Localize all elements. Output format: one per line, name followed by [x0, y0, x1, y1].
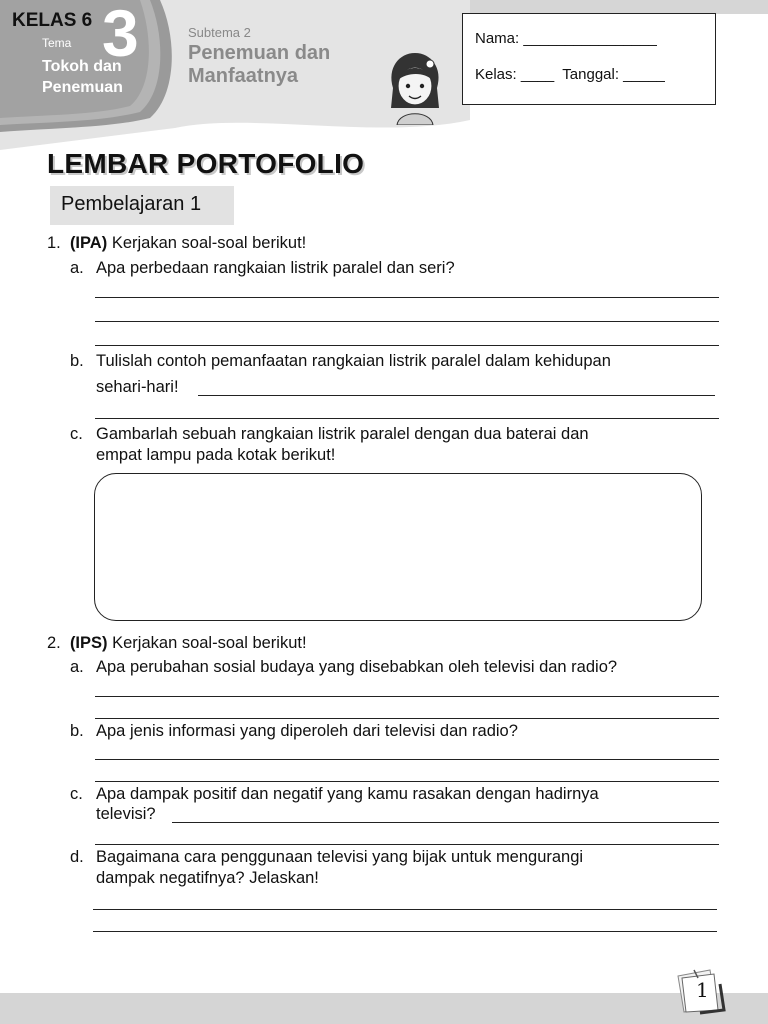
drawing-box[interactable] [94, 473, 702, 621]
page-title: LEMBAR PORTOFOLIO [47, 148, 365, 179]
theme-title: Tokoh dan Penemuan [42, 58, 123, 96]
answer-line[interactable] [95, 781, 719, 782]
answer-line[interactable] [172, 822, 719, 823]
question-1c-letter: c. [70, 425, 83, 443]
question-2a-letter: a. [70, 658, 84, 676]
lesson-label: Pembelajaran 1 [50, 186, 234, 225]
answer-line[interactable] [95, 297, 719, 298]
section-1-heading [47, 234, 306, 253]
footer-bar [0, 993, 768, 1024]
question-1c [70, 425, 589, 444]
answer-line[interactable] [95, 696, 719, 697]
answer-line[interactable] [95, 345, 719, 346]
question-1a-text: Apa perbedaan rangkaian listrik paralel dan seri? [96, 259, 455, 277]
page-number: 1 [696, 978, 709, 1002]
theme-number: 3 [102, 0, 139, 70]
girl-icon [385, 50, 445, 125]
question-1c-text-1: Gambarlah sebuah rangkaian listrik paralel dengan dua baterai dan [96, 425, 589, 443]
question-2d-text-1: Bagaimana cara penggunaan televisi yang bijak untuk mengurangi [96, 848, 584, 866]
subtheme-label: Subtema 2 [188, 25, 251, 40]
grade-label: KELAS 6 [12, 10, 93, 31]
question-2c [70, 785, 599, 804]
section-1-subject: (IPA) [69, 234, 108, 252]
question-1b-text-2: sehari-hari! [96, 378, 179, 396]
section-1-number: 1. [47, 234, 61, 252]
page-number-badge [670, 966, 730, 1016]
question-1c-text-2: empat lampu pada kotak berikut! [96, 446, 336, 464]
question-2d-letter: d. [70, 848, 84, 866]
question-1b-text-1: Tulislah contoh pemanfaatan rangkaian listrik paralel dalam kehidupan [96, 352, 611, 370]
question-2a-text: Apa perubahan sosial budaya yang disebabkan oleh televisi dan radio? [96, 658, 618, 676]
question-1a-letter: a. [70, 259, 84, 277]
section-1-instruction: Kerjakan soal-soal berikut! [111, 234, 307, 252]
question-2c-text-1: Apa dampak positif dan negatif yang kamu rasakan dengan hadirnya [96, 785, 599, 803]
identity-box [462, 13, 716, 105]
section-2-instruction: Kerjakan soal-soal berikut! [112, 634, 307, 652]
answer-line[interactable] [198, 395, 715, 396]
question-2d [70, 848, 584, 867]
answer-line[interactable] [93, 931, 717, 932]
question-2b-letter: b. [70, 722, 84, 740]
answer-line[interactable] [95, 418, 719, 419]
question-2b [70, 722, 518, 741]
question-2b-text: Apa jenis informasi yang diperoleh dari televisi dan radio? [96, 722, 518, 740]
question-1b [70, 352, 611, 371]
answer-line[interactable] [93, 909, 717, 910]
subtheme-title: Penemuan dan Manfaatnya [188, 42, 331, 87]
question-1b-letter: b. [70, 352, 84, 370]
answer-line[interactable] [95, 718, 719, 719]
section-2-subject: (IPS) [69, 634, 108, 652]
answer-line[interactable] [95, 844, 719, 845]
class-date-field[interactable]: Kelas: ____ Tanggal: _____ [475, 66, 665, 83]
question-2c-letter: c. [70, 785, 83, 803]
section-2-heading [47, 634, 307, 653]
answer-line[interactable] [95, 759, 719, 760]
answer-line[interactable] [95, 321, 719, 322]
name-field[interactable]: Nama: ________________ [475, 30, 657, 47]
section-2-number: 2. [47, 634, 61, 652]
theme-label: Tema [42, 36, 72, 50]
question-1a [70, 259, 455, 278]
question-2a [70, 658, 618, 677]
question-2c-text-2: televisi? [96, 805, 156, 823]
question-2d-text-2: dampak negatifnya? Jelaskan! [96, 869, 319, 887]
